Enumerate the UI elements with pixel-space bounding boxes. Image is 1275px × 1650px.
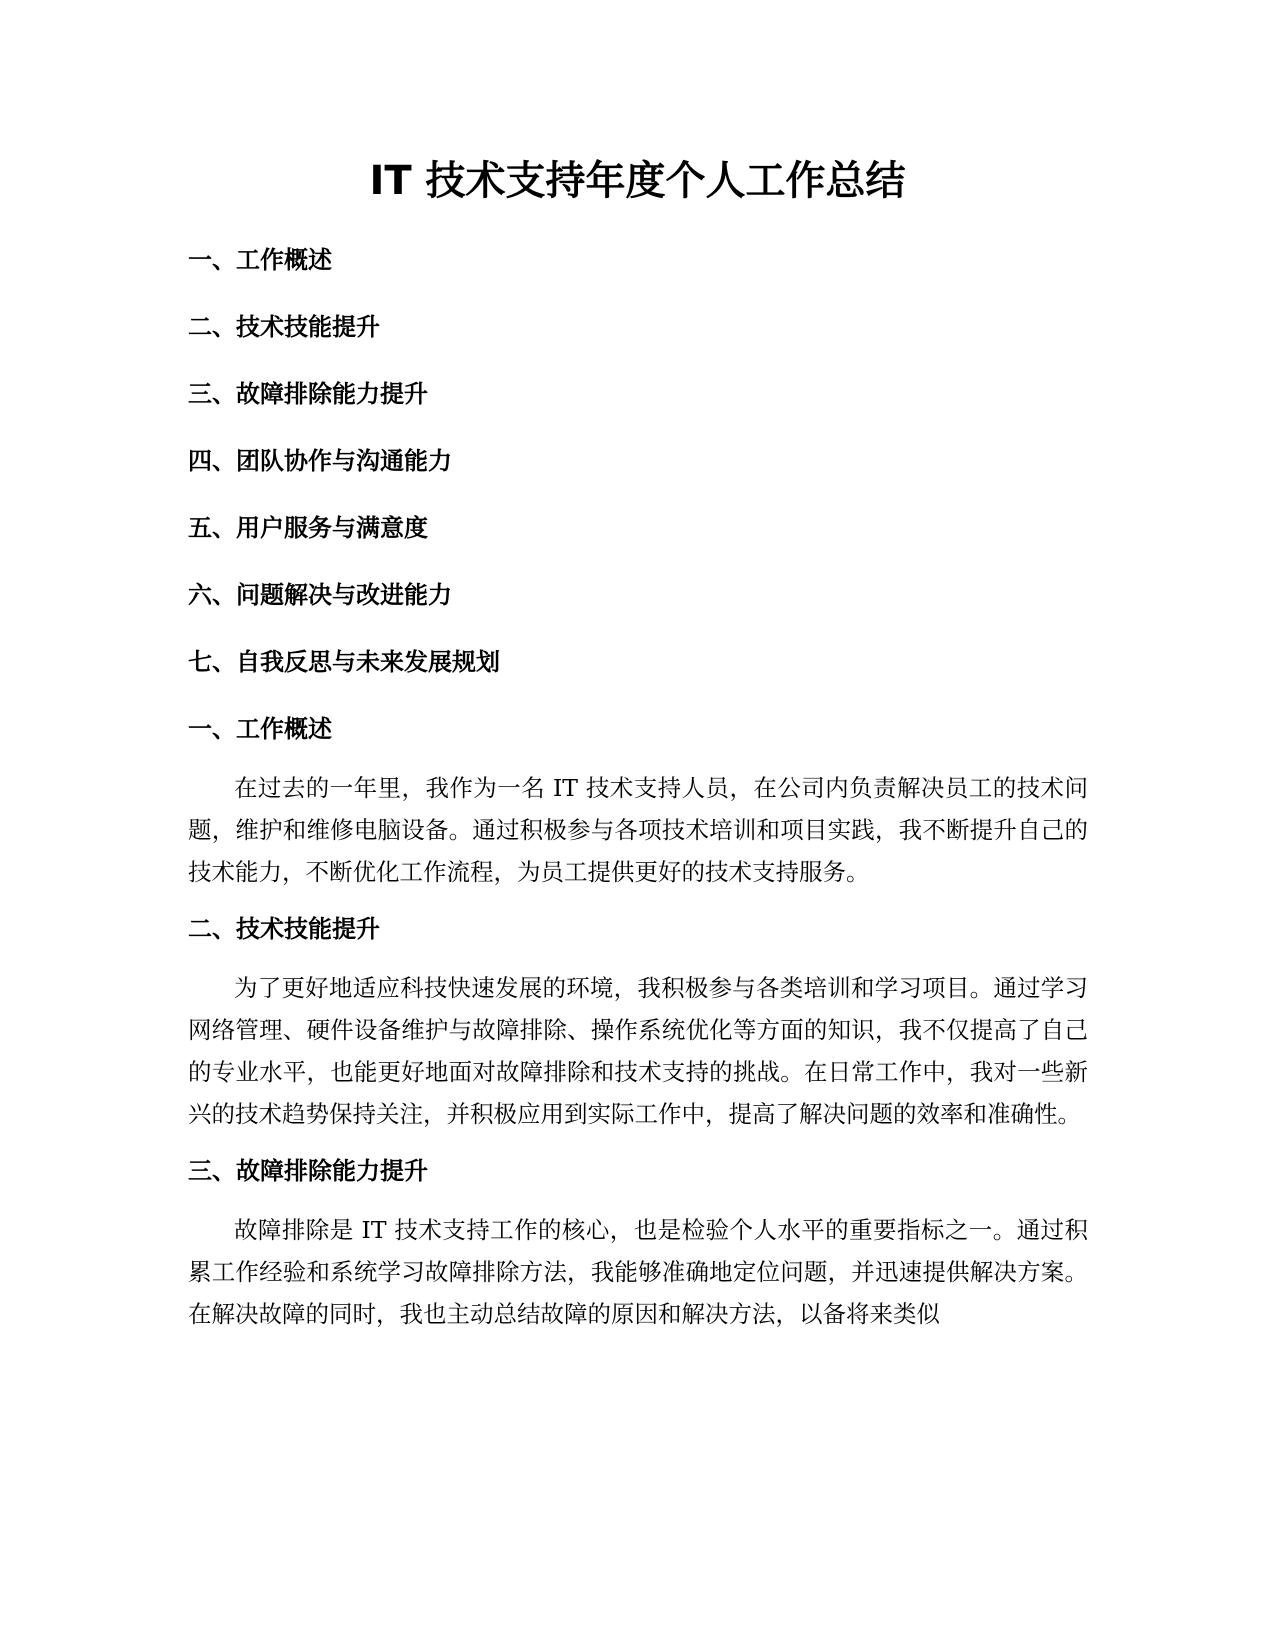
section-heading: 三、故障排除能力提升 <box>188 1157 428 1185</box>
toc-item-tech-skills: 二、技术技能提升 <box>188 313 380 341</box>
section-paragraph: 在过去的一年里，我作为一名 IT 技术支持人员，在公司内负责解决员工的技术问题，维护和维修电脑设备。通过积极参与各项技术培训和项目实践，我不断提升自己的技术能力，不断优化工作流程，为员工提供更好的技术支持服务。 <box>188 774 1088 886</box>
document-title: IT 技术支持年度个人工作总结 <box>369 158 906 204</box>
toc-item-problem-solving: 六、问题解决与改进能力 <box>188 581 452 609</box>
section-troubleshooting <box>188 1155 1088 1335</box>
section-tech-skills <box>188 913 1088 1135</box>
section-heading: 一、工作概述 <box>188 715 332 743</box>
section-paragraph: 为了更好地适应科技快速发展的环境，我积极参与各类培训和学习项目。通过学习网络管理、硬件设备维护与故障排除、操作系统优化等方面的知识，我不仅提高了自己的专业水平，也能更好地面对故障排除和技术支持的挑战。在日常工作中，我对一些新兴的技术趋势保持关注，并积极应用到实际工作中，提高了解决问题的效率和准确性。 <box>188 974 1088 1128</box>
section-heading: 二、技术技能提升 <box>188 915 380 943</box>
document-content <box>188 713 1088 1355</box>
toc-item-self-reflection: 七、自我反思与未来发展规划 <box>188 648 500 676</box>
toc-item-troubleshooting: 三、故障排除能力提升 <box>188 380 428 408</box>
table-of-contents <box>188 244 500 713</box>
section-work-overview <box>188 713 1088 893</box>
toc-item-teamwork: 四、团队协作与沟通能力 <box>188 447 452 475</box>
section-paragraph: 故障排除是 IT 技术支持工作的核心，也是检验个人水平的重要指标之一。通过积累工作经验和系统学习故障排除方法，我能够准确地定位问题，并迅速提供解决方案。在解决故障的同时，我也主动总结故障的原因和解决方法，以备将来类似 <box>188 1216 1088 1328</box>
toc-item-work-overview: 一、工作概述 <box>188 246 332 274</box>
toc-item-user-service: 五、用户服务与满意度 <box>188 514 428 542</box>
